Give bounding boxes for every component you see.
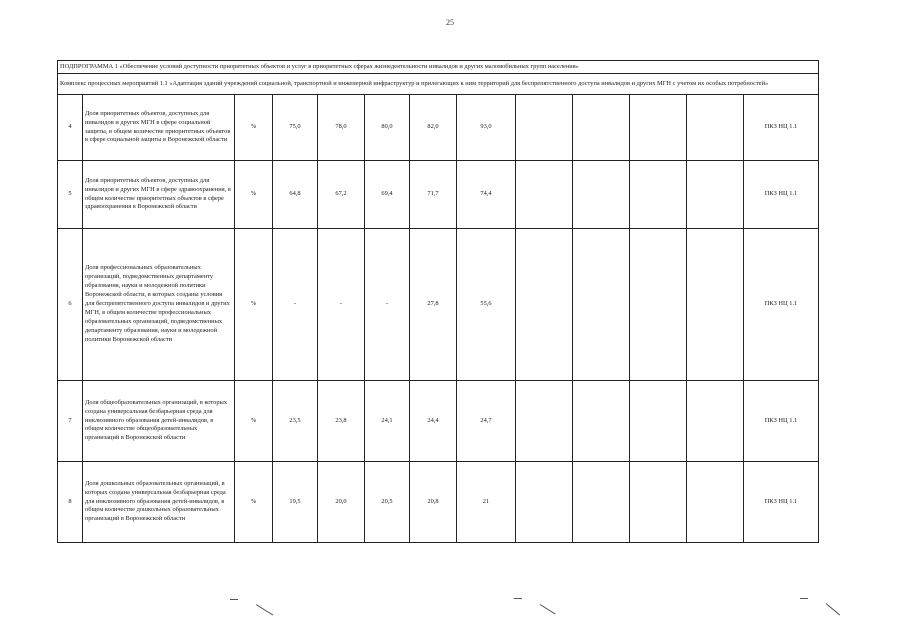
value-cell: 20,0 <box>318 462 365 543</box>
value-cell: 21 <box>457 462 516 543</box>
empty-cell <box>516 462 573 543</box>
subprogram-header-row <box>58 61 819 74</box>
value-cell: 20,8 <box>410 462 457 543</box>
value-cell: 69,4 <box>365 161 410 229</box>
scan-mark <box>540 604 556 614</box>
table-row <box>58 95 819 161</box>
value-cell: - <box>318 229 365 381</box>
value-cell: - <box>273 229 318 381</box>
table-row <box>58 462 819 543</box>
value-cell: 27,8 <box>410 229 457 381</box>
scan-mark <box>514 598 522 599</box>
table-row <box>58 161 819 229</box>
value-cell: 93,0 <box>457 95 516 161</box>
empty-cell <box>516 381 573 462</box>
empty-cell <box>516 95 573 161</box>
value-cell: 24,7 <box>457 381 516 462</box>
scan-mark <box>256 604 273 615</box>
empty-cell <box>573 229 630 381</box>
value-cell: 80,0 <box>365 95 410 161</box>
row-number: 4 <box>58 95 83 161</box>
indicator-name: Доля приоритетных объектов, доступных для инвалидов и других МГН в сфере здравоохранения, в общем количестве приоритетных объектов в сфере здравоохранения в Воронежской области <box>83 161 235 229</box>
indicator-name: Доля общеобразовательных организаций, в которых создана универсальная безбарьерная среда для инклюзивного образования детей-инвалидов, в общем количестве общеобразовательных организаций в Воронежской области <box>83 381 235 462</box>
row-number: 5 <box>58 161 83 229</box>
source-cell: ПКЗ НЦ 1.1 <box>744 229 819 381</box>
value-cell: 74,4 <box>457 161 516 229</box>
value-cell: 78,0 <box>318 95 365 161</box>
unit-cell: % <box>235 229 273 381</box>
empty-cell <box>630 381 687 462</box>
empty-cell <box>516 161 573 229</box>
scan-mark <box>826 603 840 615</box>
empty-cell <box>630 229 687 381</box>
empty-cell <box>687 161 744 229</box>
value-cell: - <box>365 229 410 381</box>
empty-cell <box>573 381 630 462</box>
value-cell: 55,6 <box>457 229 516 381</box>
empty-cell <box>573 161 630 229</box>
value-cell: 19,5 <box>273 462 318 543</box>
complex-header-row <box>58 74 819 95</box>
source-cell: ПКЗ НЦ 1.1 <box>744 381 819 462</box>
indicator-name: Доля профессиональных образовательных организаций, подведомственных департаменту образования, науки и молодежной политики Воронежской области, в которых созданы условия для беспрепятственного доступа инвалидов и других МГН, в общем количестве профессиональных образовательных организаций, подведомственных департаменту образования, науки и молодежной политики Воронежской области <box>83 229 235 381</box>
indicator-name: Доля дошкольных образовательных организаций, в которых создана универсальная безбарьерная среда для инклюзивного образования детей-инвалидов, в общем количестве дошкольных образовательных организаций в Воронежской области <box>83 462 235 543</box>
value-cell: 20,5 <box>365 462 410 543</box>
complex-header: Комплекс процессных мероприятий 1.1 «Адаптация зданий учреждений социальной, транспортной и инженерной инфраструктур и прилегающих к ним территорий для беспрепятственного доступа инвалидов и других МГН с учетом их особых потребностей» <box>58 74 819 95</box>
empty-cell <box>630 161 687 229</box>
value-cell: 75,0 <box>273 95 318 161</box>
subprogram-header: ПОДПРОГРАММА 1 «Обеспечение условий доступности приоритетных объектов и услуг в приоритетных сферах жизнедеятельности инвалидов и других маломобильных групп населения» <box>58 61 819 74</box>
scan-mark <box>800 598 808 599</box>
value-cell: 24,1 <box>365 381 410 462</box>
empty-cell <box>573 462 630 543</box>
unit-cell: % <box>235 462 273 543</box>
empty-cell <box>630 462 687 543</box>
value-cell: 67,2 <box>318 161 365 229</box>
value-cell: 71,7 <box>410 161 457 229</box>
row-number: 8 <box>58 462 83 543</box>
empty-cell <box>687 462 744 543</box>
value-cell: 23,5 <box>273 381 318 462</box>
source-cell: ПКЗ НЦ 1.1 <box>744 161 819 229</box>
value-cell: 24,4 <box>410 381 457 462</box>
empty-cell <box>516 229 573 381</box>
value-cell: 64,8 <box>273 161 318 229</box>
value-cell: 23,8 <box>318 381 365 462</box>
empty-cell <box>687 229 744 381</box>
row-number: 6 <box>58 229 83 381</box>
indicators-table <box>57 60 819 543</box>
table-row <box>58 229 819 381</box>
page-number: 25 <box>446 18 454 27</box>
source-cell: ПКЗ НЦ 1.1 <box>744 95 819 161</box>
unit-cell: % <box>235 95 273 161</box>
value-cell: 82,0 <box>410 95 457 161</box>
unit-cell: % <box>235 161 273 229</box>
source-cell: ПКЗ НЦ 1.1 <box>744 462 819 543</box>
empty-cell <box>573 95 630 161</box>
unit-cell: % <box>235 381 273 462</box>
row-number: 7 <box>58 381 83 462</box>
empty-cell <box>687 95 744 161</box>
empty-cell <box>687 381 744 462</box>
table-row <box>58 381 819 462</box>
indicator-name: Доля приоритетных объектов, доступных для инвалидов и других МГН в сфере социальной защиты, в общем количестве приоритетных объектов в сфере социальной защиты в Воронежской области <box>83 95 235 161</box>
empty-cell <box>630 95 687 161</box>
scan-mark <box>230 599 238 600</box>
